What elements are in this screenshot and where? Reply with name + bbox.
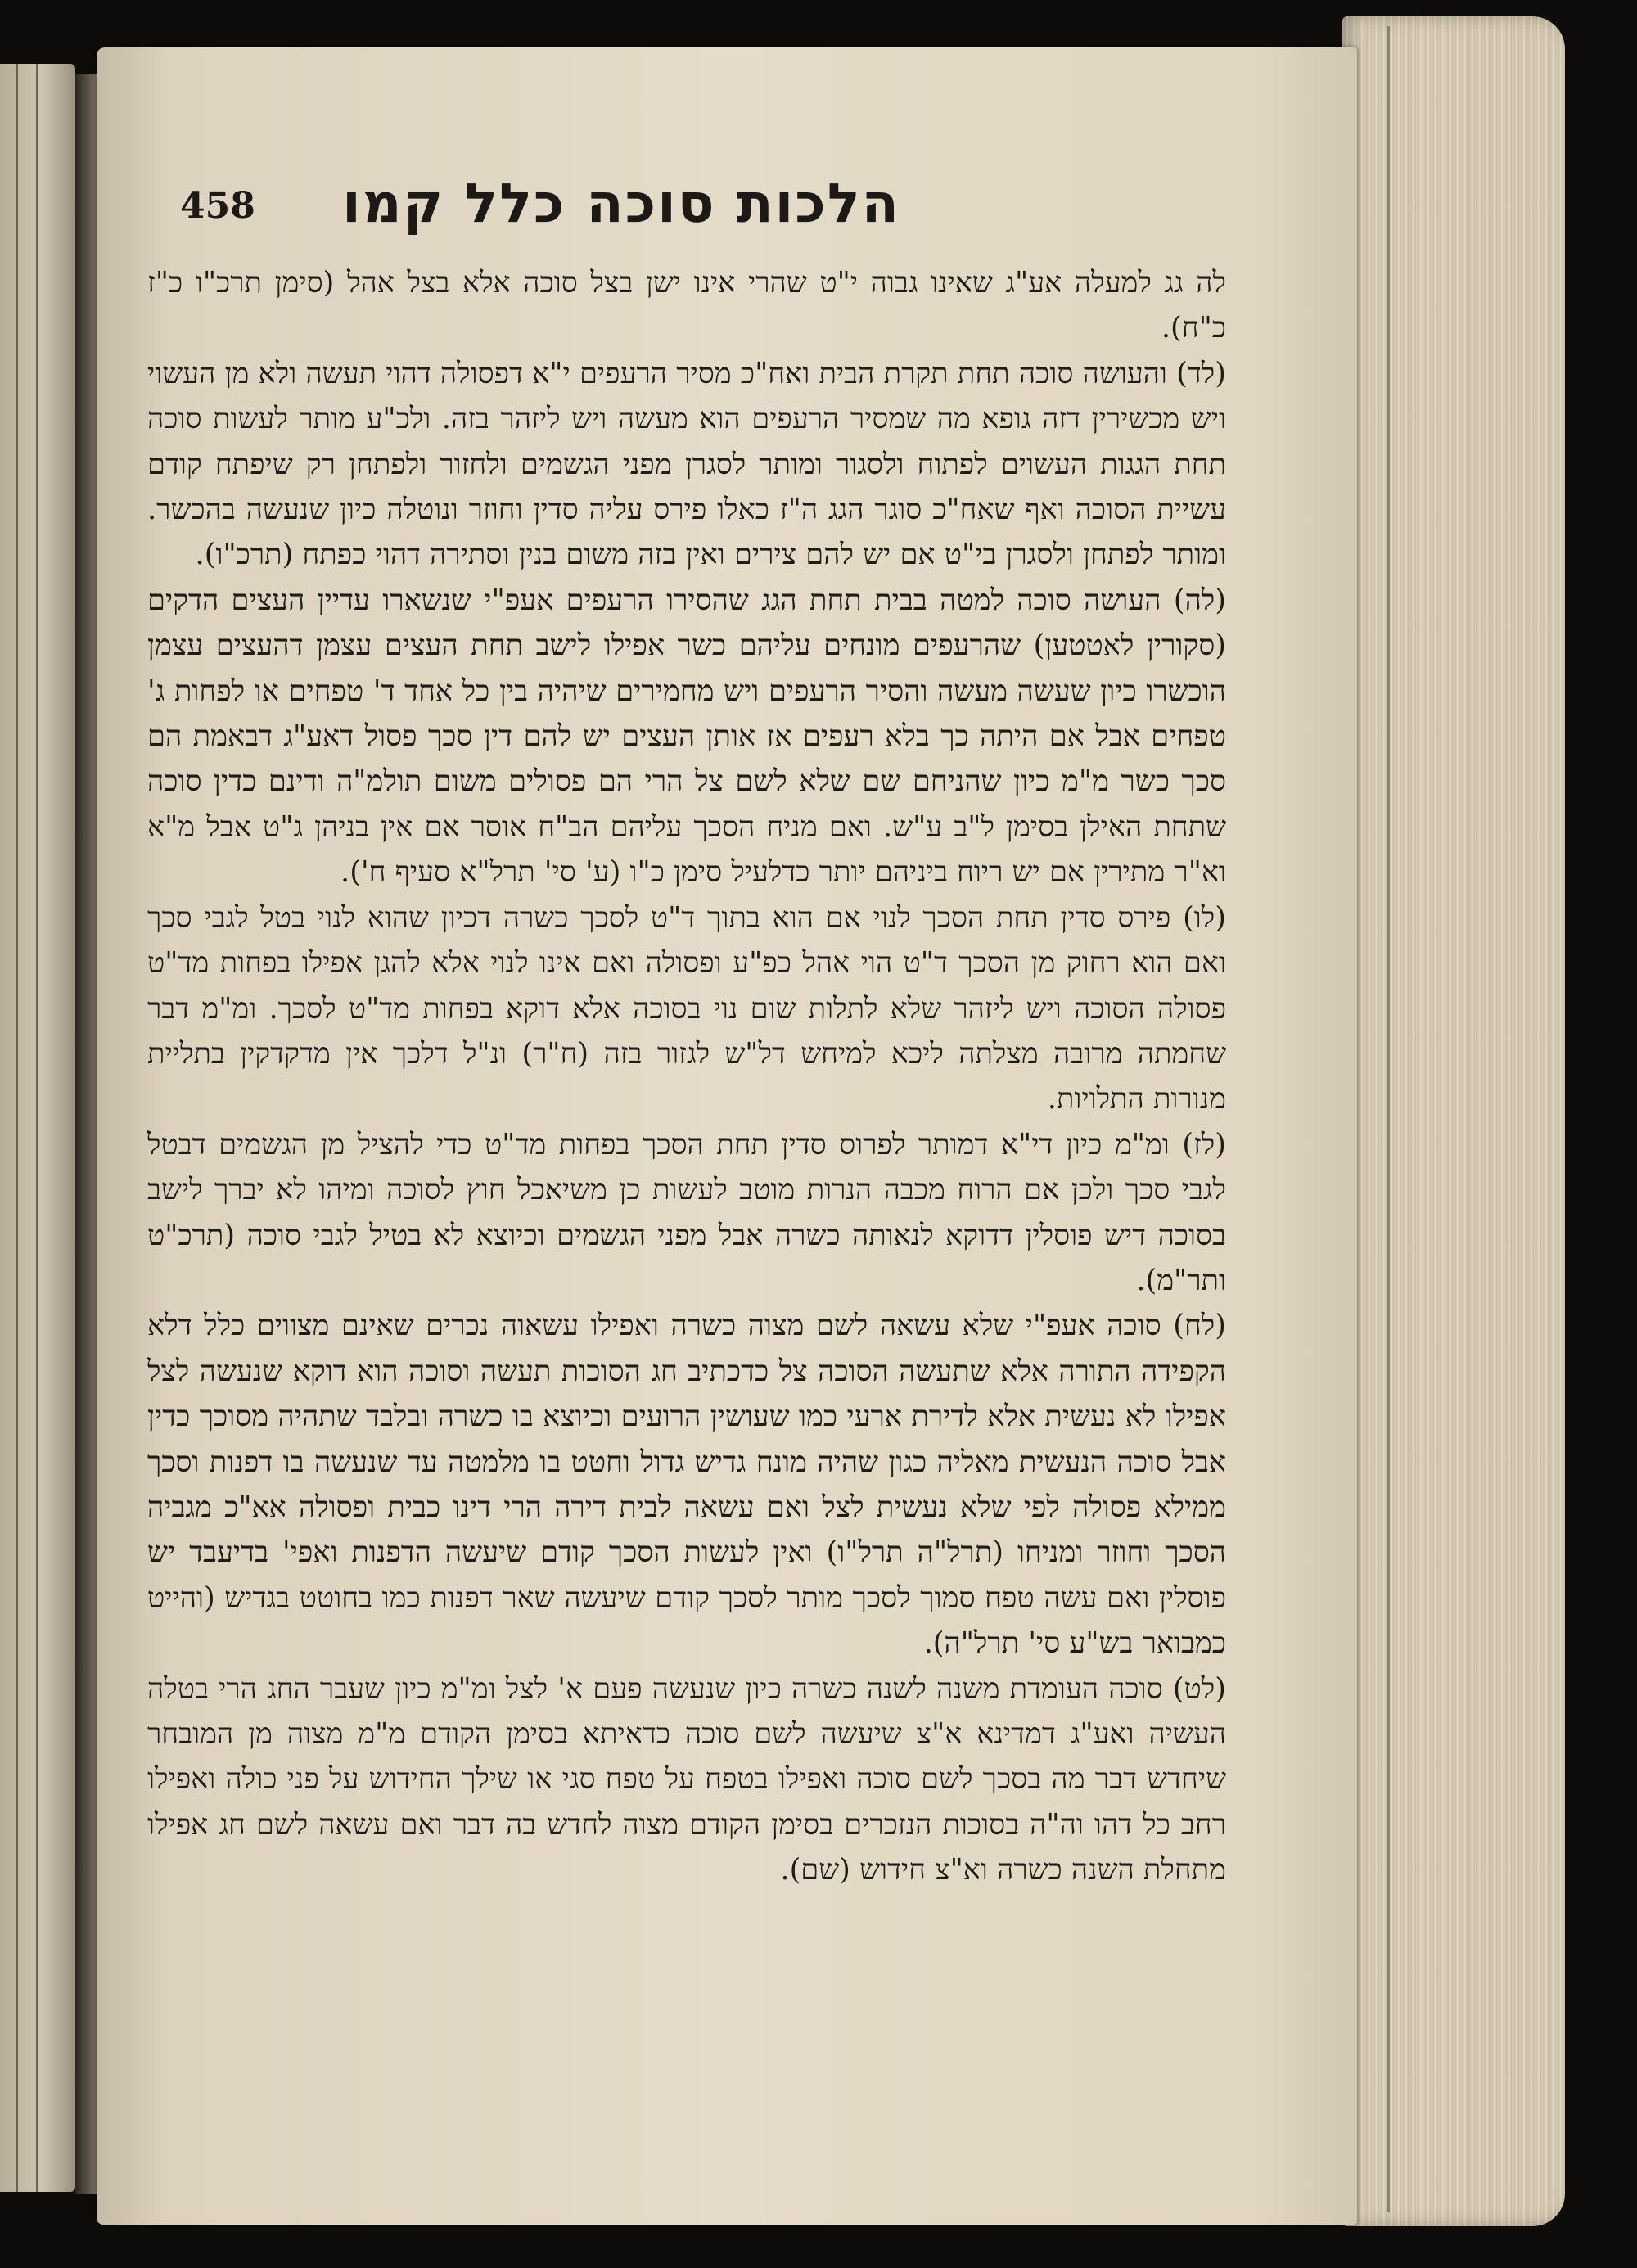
paragraph-37: (לז) ומ"מ כיון די"א דמותר לפרוס סדין תחת הסכך בפחות מד"ט כדי להציל מן הגשמים דבטל לגבי סכך ולכן אם הרוח מכבה הנרות מוטב לעשות כן משיאכל חוץ לסוכה ומיהו לא יברך לישב בסוכה דיש פוסלין דדוקא לנאותה כשרה אבל מפני הגשמים וכיוצא לא בטיל לגבי סוכה (תרכ"ט ותר"מ).: [147, 1127, 1226, 1297]
paragraph-38: (לח) סוכה אעפ"י שלא עשאה לשם מצוה כשרה ואפילו עשאוה נכרים שאינם מצווים כלל דלא הקפידה התורה אלא שתעשה הסוכה צל כדכתיב חג הסוכות תעשה וסוכה הוא דוקא שנעשה לצל אפילו לא נעשית אלא לדירת ארעי כמו שעושין הרועים וכיוצא בו כשרה ובלבד שתהיה מסוכך כדין אבל סוכה הנעשית מאליה כגון שהיה מונח גדיש גדול וחטט בו מלמטה עד שנעשה בו דפנות וסכך ממילא פסולה לפי שלא נעשית לצל ואם עשאה לבית דירה הרי דינו כבית ופסולה אא"כ מגביה הסכך וחוזר ומניחו (תרל"ה תרל"ו) ואין לעשות הסכך קודם שיעשה הדפנות ואפי' בדיעבד יש פוסלין ואם עשה טפח סמוך לסכך מותר לסכך קודם שיעשה שאר דפנות כמו בחוטט בגדיש (והייט כמבואר בש"ע סי' תרל"ה).: [147, 1309, 1226, 1661]
paragraph-34: (לד) והעושה סוכה תחת תקרת הבית ואח"כ מסיר הרעפים י"א דפסולה דהוי תעשה ולא מן העשוי ויש מכשירין דזה גופא מה שמסיר הרעפים הוא מעשה ויש ליזהר בזה. ולכ"ע מותר לעשות סוכה תחת הגגות העשוים לפתוח ולסגור ומותר לסגרן מפני הגשמים ולחזור ולפתחן רק שיפתח קודם עשיית הסוכה ואף שאח"כ סוגר הגג ה"ז כאלו פירס עליה סדין וחוזר ונוטלה כיון שנעשה בהכשר. ומותר לפתחן ולסגרן בי"ט אם יש להם צירים ואין בזה משום בנין וסתירה דהוי כפתח (תרכ"ו).: [147, 356, 1226, 572]
paragraph-39: (לט) סוכה העומדת משנה לשנה כשרה כיון שנעשה פעם א' לצל ומ"מ כיון שעבר החג הרי בטלה העשיה ואע"ג דמדינא א"צ שיעשה לשם סוכה כדאיתא בסימן הקודם מ"מ מצוה מן המובחר שיחדש דבר מה בסכך לשם סוכה ואפילו בטפח על טפח סגי או שילך החידוש על פני כולה ואפילו רחב כל דהו וה"ה בסוכות הנזכרים בסימן הקודם מצוה לחדש בה דבר ואם עשאה לשם חג אפילו מתחלת השנה כשרה וא"צ חידוש (שם).: [147, 1671, 1226, 1887]
page-body: [147, 260, 1226, 1893]
paragraph-continuation: לה גג למעלה אע"ג שאינו גבוה י"ט שהרי אינו ישן בצל סוכה אלא בצל אהל (סימן תרכ"ו כ"ז כ"ח).: [147, 266, 1226, 345]
running-title: הלכות סוכה כלל קמו: [342, 172, 900, 235]
page-header: [180, 172, 1236, 254]
book-fore-edge: [1342, 16, 1565, 2226]
paragraph-36: (לו) פירס סדין תחת הסכך לנוי אם הוא בתוך ד"ט לסכך כשרה דכיון שהוא לנוי בטל לגבי סכך ואם הוא רחוק מן הסכך ד"ט הוי אהל כפ"ע ופסולה ואם אינו לנוי אלא להגן אפילו בפחות מד"ט פסולה הסוכה ויש ליזהר שלא לתלות שום נוי בסוכה אלא דוקא בפחות מד"ט לסכך. ומ"מ דבר שחמתה מרובה מצלתה ליכא למיחש דל"ש לגזור בזה (ח"ר) ונ"ל דלכך אין מדקדקין בתליית מנורות התלויות.: [147, 900, 1226, 1116]
paragraph-35: (לה) העושה סוכה למטה בבית תחת הגג שהסירו הרעפים אעפ"י שנשארו עדיין העצים הדקים (סקורין לאטטען) שהרעפים מונחים עליהם כשר אפילו לישב תחת העצים עצמן דהעצים עצמן הוכשרו כיון שעשה מעשה והסיר הרעפים ויש מחמירים שיהיה בין כל אחד ד' טפחים או לפחות ג' טפחים אבל אם היתה כך בלא רעפים אז אותן העצים יש להם דין סכך פסול דאע"ג דבאמת הם סכך כשר מ"מ כיון שהניחם שם שלא לשם צל הרי הם פסולים משום תולמ"ה ודינם כדין סוכה שתחת האילן בסימן ל"ב ע"ש. ואם מניח הסכך עליהם הב"ח אוסר אם אין בניהן ג"ט אבל מ"א וא"ר מתירין אם יש ריוח ביניהם יותר כדלעיל סימן כ"ו (ע' סי' תרל"א סעיף ח').: [147, 583, 1226, 890]
page-number: 458: [180, 185, 255, 227]
previous-page-edge: [0, 64, 75, 2192]
